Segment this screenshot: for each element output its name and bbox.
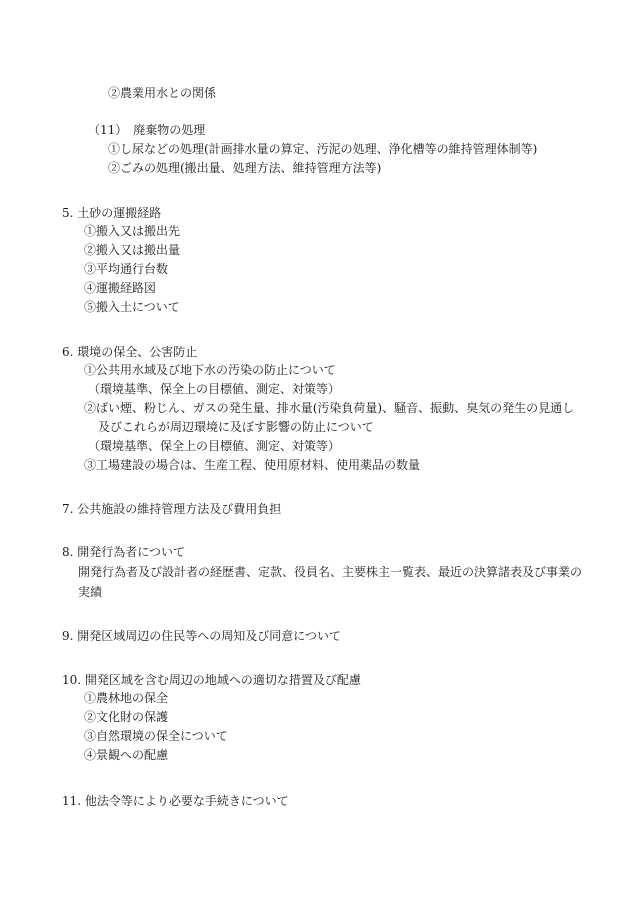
section-5-item-4: ④運搬経路図 bbox=[84, 281, 157, 295]
section-10-item-1: ①農林地の保全 bbox=[84, 691, 169, 705]
section-7-heading: 7. 公共施設の維持管理方法及び費用負担 bbox=[62, 502, 282, 516]
section-10-item-3: ③自然環境の保全について bbox=[84, 729, 228, 743]
section-6-item-1-note: （環境基準、保全上の目標値、測定、対策等） bbox=[88, 382, 341, 396]
section-6-item-2-note: （環境基準、保全上の目標値、測定、対策等） bbox=[88, 439, 341, 453]
section-10-item-2: ②文化財の保護 bbox=[84, 710, 169, 724]
heading-waste-treatment: （11） 廃棄物の処理 bbox=[88, 123, 206, 137]
section-8-body-cont: 実績 bbox=[78, 585, 103, 599]
section-8-body: 開発行為者及び設計者の経歴書、定款、役員名、主要株主一覧表、最近の決算諸表及び事業の bbox=[78, 565, 583, 579]
section-5-item-5: ⑤搬入土について bbox=[84, 300, 180, 314]
section-10-heading: 10. 開発区域を含む周辺の地域への適切な措置及び配慮 bbox=[62, 673, 361, 687]
section-6-item-3: ③工場建設の場合は、生産工程、使用原材料、使用薬品の数量 bbox=[84, 458, 421, 472]
item-sewage-treatment: ①し尿などの処理(計画排水量の算定、汚泥の処理、浄化槽等の維持管理体制等) bbox=[108, 142, 538, 156]
section-6-item-2: ②ばい煙、粉じん、ガスの発生量、排水量(汚染負荷量)、騒音、振動、臭気の発生の見通し bbox=[84, 401, 575, 415]
item-agricultural-water: ②農業用水との関係 bbox=[108, 86, 217, 100]
section-8-heading: 8. 開発行為者について bbox=[62, 545, 186, 559]
section-5-item-3: ③平均通行台数 bbox=[84, 262, 169, 276]
section-9-heading: 9. 開発区域周辺の住民等への周知及び同意について bbox=[62, 629, 342, 643]
item-garbage-treatment: ②ごみの処理(搬出量、処理方法、維持管理方法等) bbox=[108, 161, 382, 175]
section-11-heading: 11. 他法令等により必要な手続きについて bbox=[62, 794, 289, 808]
section-10-item-4: ④景観への配慮 bbox=[84, 748, 169, 762]
section-6-item-2-cont: 及びこれらが周辺環境に及ぼす影響の防止について bbox=[98, 420, 374, 434]
section-5-item-1: ①搬入又は搬出先 bbox=[84, 224, 181, 238]
section-5-item-2: ②搬入又は搬出量 bbox=[84, 243, 181, 257]
section-6-heading: 6. 環境の保全、公害防止 bbox=[62, 345, 198, 359]
section-5-heading: 5. 土砂の運搬経路 bbox=[62, 206, 162, 220]
section-6-item-1: ①公共用水域及び地下水の汚染の防止について bbox=[84, 363, 336, 377]
